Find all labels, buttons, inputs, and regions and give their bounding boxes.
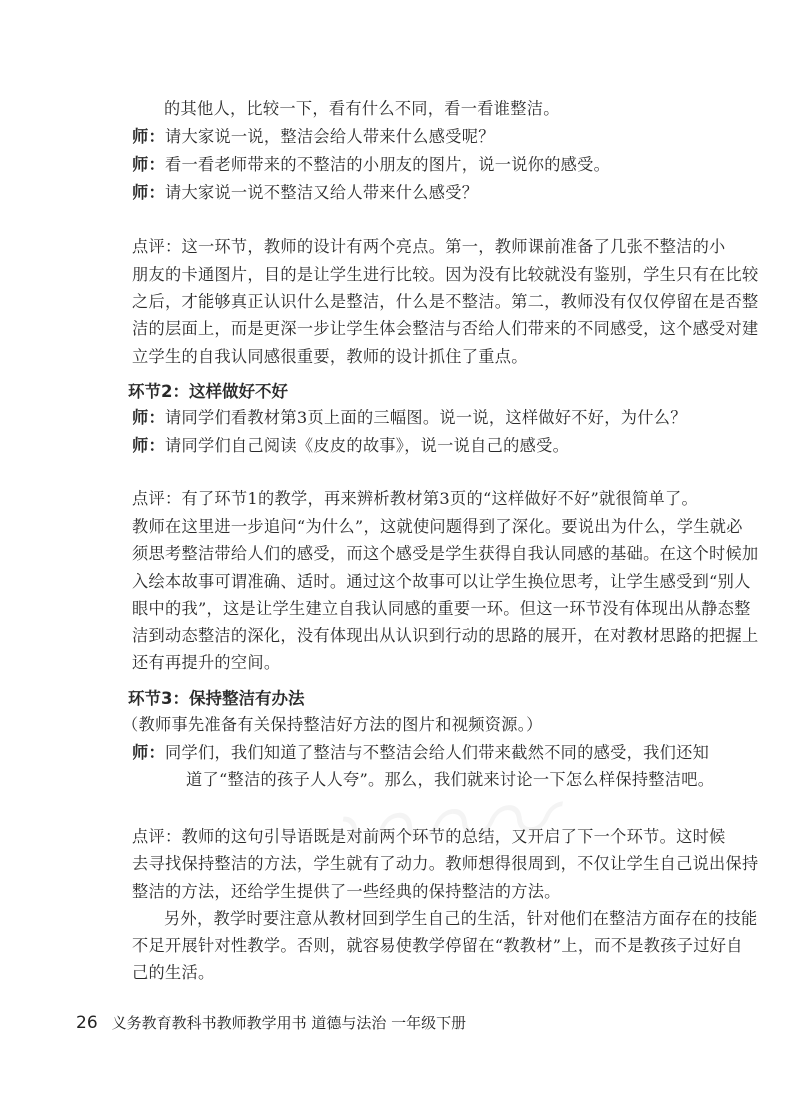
comment-line: 还有再提升的空间。 xyxy=(132,653,281,672)
page-footer xyxy=(76,1012,466,1033)
text-line: 道了“整洁的孩子人人夸”。那么，我们就来讨论一下怎么样保持整洁吧。 xyxy=(186,770,715,789)
comment-line: 洁的层面上，而是更深一步让学生体会整洁与否给人们带来的不同感受，这个感受对建 xyxy=(132,319,759,338)
comment-line: 点评：这一环节，教师的设计有两个亮点。第一，教师课前准备了几张不整洁的小 xyxy=(132,237,726,256)
section-heading: 环节3：保持整洁有办法 xyxy=(128,689,305,708)
comment-line: 教师在这里进一步追问“为什么”，这就使问题得到了深化。要说出为什么，学生就必 xyxy=(132,517,743,536)
comment-line: 点评：教师的这句引导语既是对前两个环节的总结，又开启了下一个环节。这时候 xyxy=(132,827,726,846)
comment-line: 己的生活。 xyxy=(132,963,215,982)
dialogue-line xyxy=(132,435,569,457)
comment-line: 整洁的方法，还给学生提供了一些经典的保持整洁的方法。 xyxy=(132,882,561,901)
speaker-label: 师： xyxy=(132,127,165,146)
dialogue-line xyxy=(132,126,495,148)
comment-line: 朋友的卡通图片，目的是让学生进行比较。因为没有比较就没有鉴别，学生只有在比较 xyxy=(132,265,759,284)
dialogue-text: 请同学们看教材第3页上面的三幅图。说一说，这样做好不好，为什么？ xyxy=(164,408,687,427)
comment-line: 之后，才能够真正认识什么是整洁，什么是不整洁。第二，教师没有仅仅停留在是否整 xyxy=(132,292,759,311)
comment-line: 立学生的自我认同感很重要，教师的设计抓住了重点。 xyxy=(132,347,528,366)
dialogue-text: 请大家说一说，整洁会给人带来什么感受呢？ xyxy=(164,127,495,146)
speaker-label: 师： xyxy=(132,183,165,202)
dialogue-line xyxy=(132,182,478,204)
comment-line: 另外，教学时要注意从教材回到学生自己的生活，针对他们在整洁方面存在的技能 xyxy=(164,909,758,928)
comment-line: 去寻找保持整洁的方法，学生就有了动力。教师想得很周到，不仅让学生自己说出保持 xyxy=(132,854,759,873)
comment-line: 眼中的我”，这是让学生建立自我认同感的重要一环。但这一环节没有体现出从静态整 xyxy=(132,599,751,618)
dialogue-text: 请同学们自己阅读《皮皮的故事》，说一说自己的感受。 xyxy=(164,436,570,455)
dialogue-line xyxy=(132,407,687,429)
speaker-label: 师： xyxy=(132,155,165,174)
dialogue-text: 看一看老师带来的不整洁的小朋友的图片，说一说你的感受。 xyxy=(164,155,611,174)
comment-line: 不足开展针对性教学。否则，就容易使教学停留在“教教材”上，而不是教孩子过好自 xyxy=(132,936,743,955)
text-line: 的其他人，比较一下，看有什么不同，看一看谁整洁。 xyxy=(164,99,560,118)
speaker-label: 师： xyxy=(132,436,165,455)
speaker-label: 师： xyxy=(132,743,165,762)
page-number: 26 xyxy=(76,1013,98,1033)
dialogue-text: 同学们，我们知道了整洁与不整洁会给人们带来截然不同的感受，我们还知 xyxy=(164,743,710,762)
comment-line: 洁到动态整洁的深化，没有体现出从认识到行动的思路的展开，在对教材思路的把握上 xyxy=(132,626,759,645)
dialogue-line xyxy=(132,742,709,764)
section-heading: 环节2：这样做好不好 xyxy=(128,382,288,401)
comment-line: 点评：有了环节1的教学，再来辨析教材第3页的“这样做好不好”就很简单了。 xyxy=(132,489,698,508)
dialogue-text: 请大家说一说不整洁又给人带来什么感受？ xyxy=(164,183,479,202)
comment-line: 入绘本故事可谓准确、适时。通过这个故事可以让学生换位思考，让学生感受到“别人 xyxy=(132,572,751,591)
text-line: （教师事先准备有关保持整洁好方法的图片和视频资源。） xyxy=(122,715,543,734)
speaker-label: 师： xyxy=(132,408,165,427)
book-title: 义务教育教科书教师教学用书 道德与法治 一年级下册 xyxy=(111,1014,467,1032)
dialogue-line xyxy=(132,154,610,176)
comment-line: 须思考整洁带给人们的感受，而这个感受是学生获得自我认同感的基础。在这个时候加 xyxy=(132,544,759,563)
